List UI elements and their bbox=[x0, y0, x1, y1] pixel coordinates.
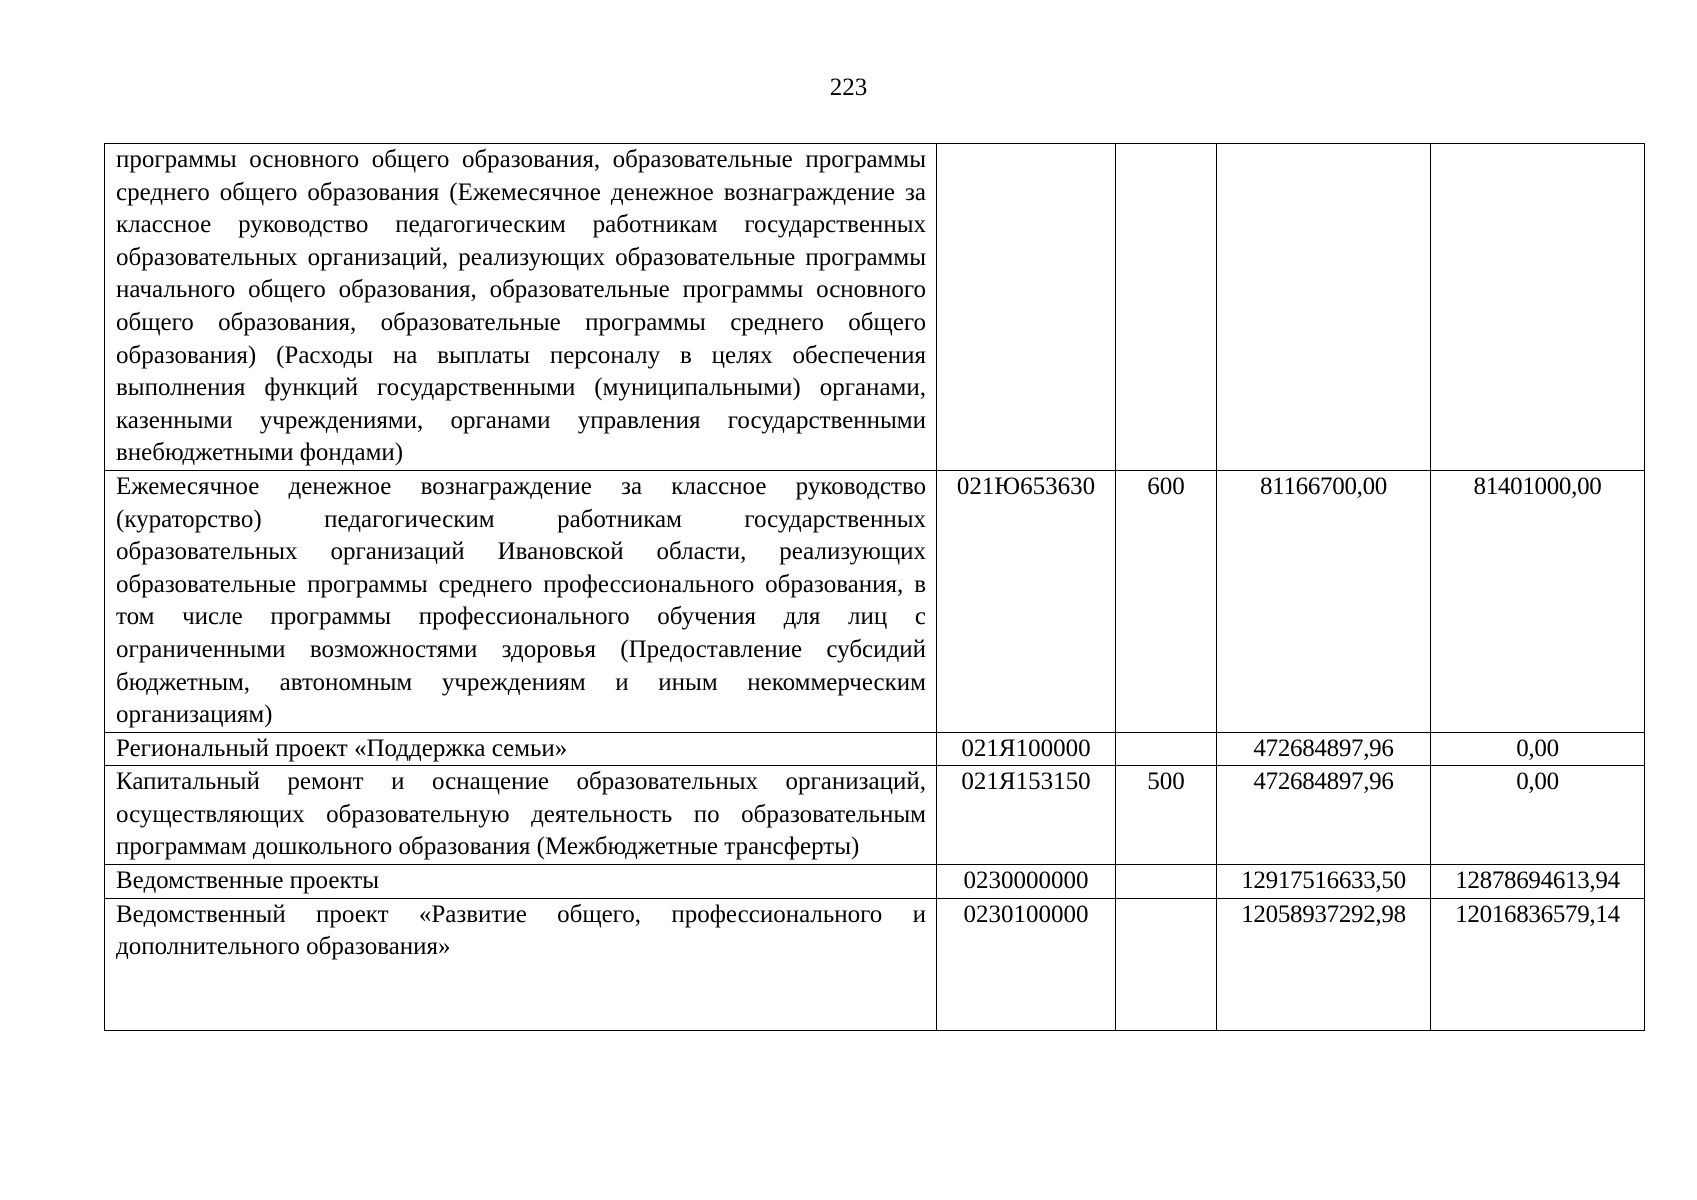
row-sum-year1-cell: 81166700,00 bbox=[1217, 470, 1431, 732]
row-sum-year1-cell: 12058937292,98 bbox=[1217, 898, 1431, 1030]
table-row bbox=[105, 732, 1645, 766]
page-number: 223 bbox=[829, 74, 868, 101]
table-row bbox=[105, 865, 1645, 899]
row-name-cell: Ведомственный проект «Развитие общего, профессионального и дополнительного образования» bbox=[105, 898, 937, 1030]
row-vr-cell: 500 bbox=[1116, 766, 1217, 865]
budget-table bbox=[104, 143, 1645, 1031]
row-name-cell: Региональный проект «Поддержка семьи» bbox=[105, 732, 937, 766]
table-row bbox=[105, 470, 1645, 732]
row-vr-cell bbox=[1116, 865, 1217, 899]
row-name-cell: Ежемесячное денежное вознаграждение за классное руководство (кураторство) педагогическим работникам государственных образовательных организаций Ивановской области, реализующих образовательные программы среднего профессионального образования, в том числе программы профессионального обучения для лиц с ограниченными возможностями здоровья (Предоставление субсидий бюджетным, автономным учреждениям и иным некоммерческим организациям) bbox=[105, 470, 937, 732]
row-sum-year1-cell: 472684897,96 bbox=[1217, 732, 1431, 766]
row-name-cell: программы основного общего образования, образовательные программы среднего общего образования (Ежемесячное денежное вознаграждение за классное руководство педагогическим работникам государственных образовательных организаций, реализующих образовательные программы начального общего образования, образовательные программы основного общего образования, образовательные программы среднего общего образования) (Расходы на выплаты персоналу в целях обеспечения выполнения функций государственными (муниципальными) органами, казенными учреждениями, органами управления государственными внебюджетными фондами) bbox=[105, 144, 937, 471]
row-sum-year2-cell: 0,00 bbox=[1431, 732, 1645, 766]
row-csr-cell bbox=[937, 144, 1116, 471]
row-sum-year1-cell bbox=[1217, 144, 1431, 471]
row-vr-cell: 600 bbox=[1116, 470, 1217, 732]
row-csr-cell: 0230000000 bbox=[937, 865, 1116, 899]
row-name-cell: Ведомственные проекты bbox=[105, 865, 937, 899]
row-csr-cell: 0230100000 bbox=[937, 898, 1116, 1030]
table-row bbox=[105, 144, 1645, 471]
table-row bbox=[105, 898, 1645, 1030]
row-csr-cell: 021Я100000 bbox=[937, 732, 1116, 766]
row-sum-year2-cell: 81401000,00 bbox=[1431, 470, 1645, 732]
row-sum-year2-cell bbox=[1431, 144, 1645, 471]
row-csr-cell: 021Ю653630 bbox=[937, 470, 1116, 732]
row-sum-year2-cell: 12016836579,14 bbox=[1431, 898, 1645, 1030]
row-csr-cell: 021Я153150 bbox=[937, 766, 1116, 865]
row-sum-year2-cell: 12878694613,94 bbox=[1431, 865, 1645, 899]
row-vr-cell bbox=[1116, 144, 1217, 471]
row-sum-year1-cell: 472684897,96 bbox=[1217, 766, 1431, 865]
row-vr-cell bbox=[1116, 898, 1217, 1030]
row-name-cell: Капитальный ремонт и оснащение образовательных организаций, осуществляющих образовательную деятельность по образовательным программам дошкольного образования (Межбюджетные трансферты) bbox=[105, 766, 937, 865]
row-vr-cell bbox=[1116, 732, 1217, 766]
row-sum-year1-cell: 12917516633,50 bbox=[1217, 865, 1431, 899]
row-sum-year2-cell: 0,00 bbox=[1431, 766, 1645, 865]
table-row bbox=[105, 766, 1645, 865]
